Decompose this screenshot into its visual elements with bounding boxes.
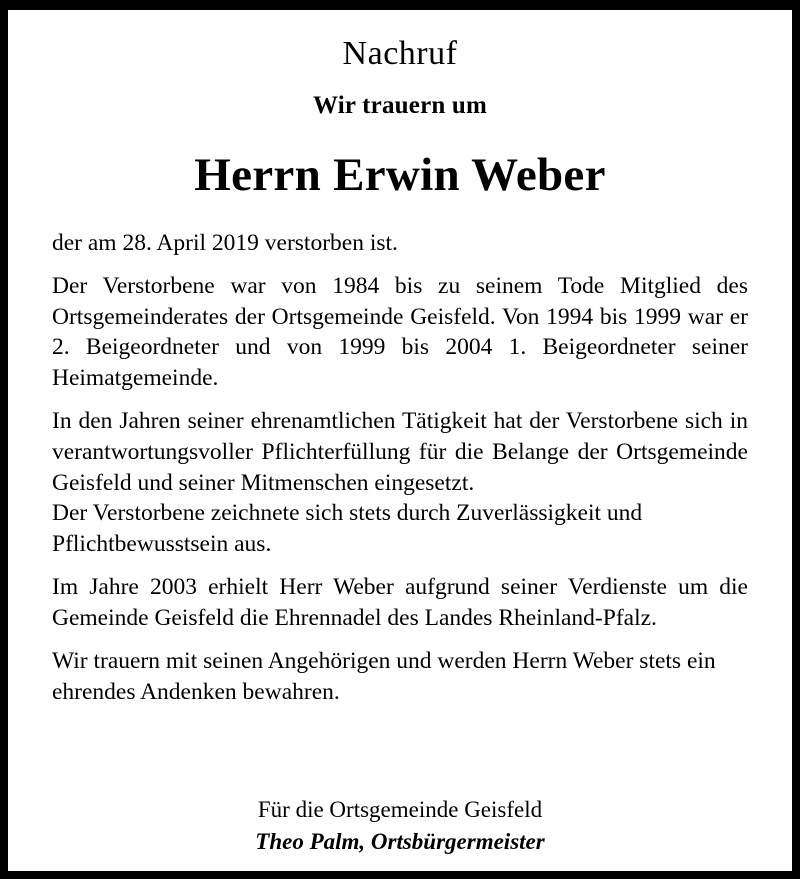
paragraph-council-service: Der Verstorbene war von 1984 bis zu seinem Tode Mitglied des Ortsgemeinderates der Ortsgemeinde Geisfeld. Von 1994 bis 1999 war er 2. Beigeordneter und von 1999 bis 2004 1. Beigeordneter seiner Heimatgemeinde. bbox=[52, 273, 748, 391]
page-title: Nachruf bbox=[342, 35, 458, 72]
paragraph-volunteer-work: In den Jahren seiner ehrenamtlichen Tätigkeit hat der Verstorbene sich in verantwortungsvoller Pflichterfüllung für die Belange der Ortsgemeinde Geisfeld und seiner Mitmenschen eingesetzt. bbox=[52, 408, 748, 496]
paragraph-reliability: Der Verstorbene zeichnete sich stets durch Zuverlässigkeit und Pflichtbewusstsein aus. bbox=[52, 500, 643, 557]
paragraph-honor-badge: Im Jahre 2003 erhielt Herr Weber aufgrund seiner Verdienste um die Gemeinde Geisfeld die Ehrennadel des Landes Rheinland-Pfalz. bbox=[52, 574, 748, 631]
layout-spacer bbox=[52, 720, 748, 781]
obituary-card bbox=[8, 10, 792, 871]
signature-organization: Für die Ortsgemeinde Geisfeld bbox=[257, 797, 543, 822]
paragraph-death-date: der am 28. April 2019 verstorben ist. bbox=[52, 229, 398, 256]
paragraph-remembrance: Wir trauern mit seinen Angehörigen und werden Herrn Weber stets ein ehrendes Andenken bewahren. bbox=[52, 648, 716, 705]
deceased-name: Herrn Erwin Weber bbox=[194, 148, 606, 201]
mourning-subheading: Wir trauern um bbox=[312, 91, 488, 119]
signature-person: Theo Palm, Ortsbürgermeister bbox=[255, 829, 545, 854]
